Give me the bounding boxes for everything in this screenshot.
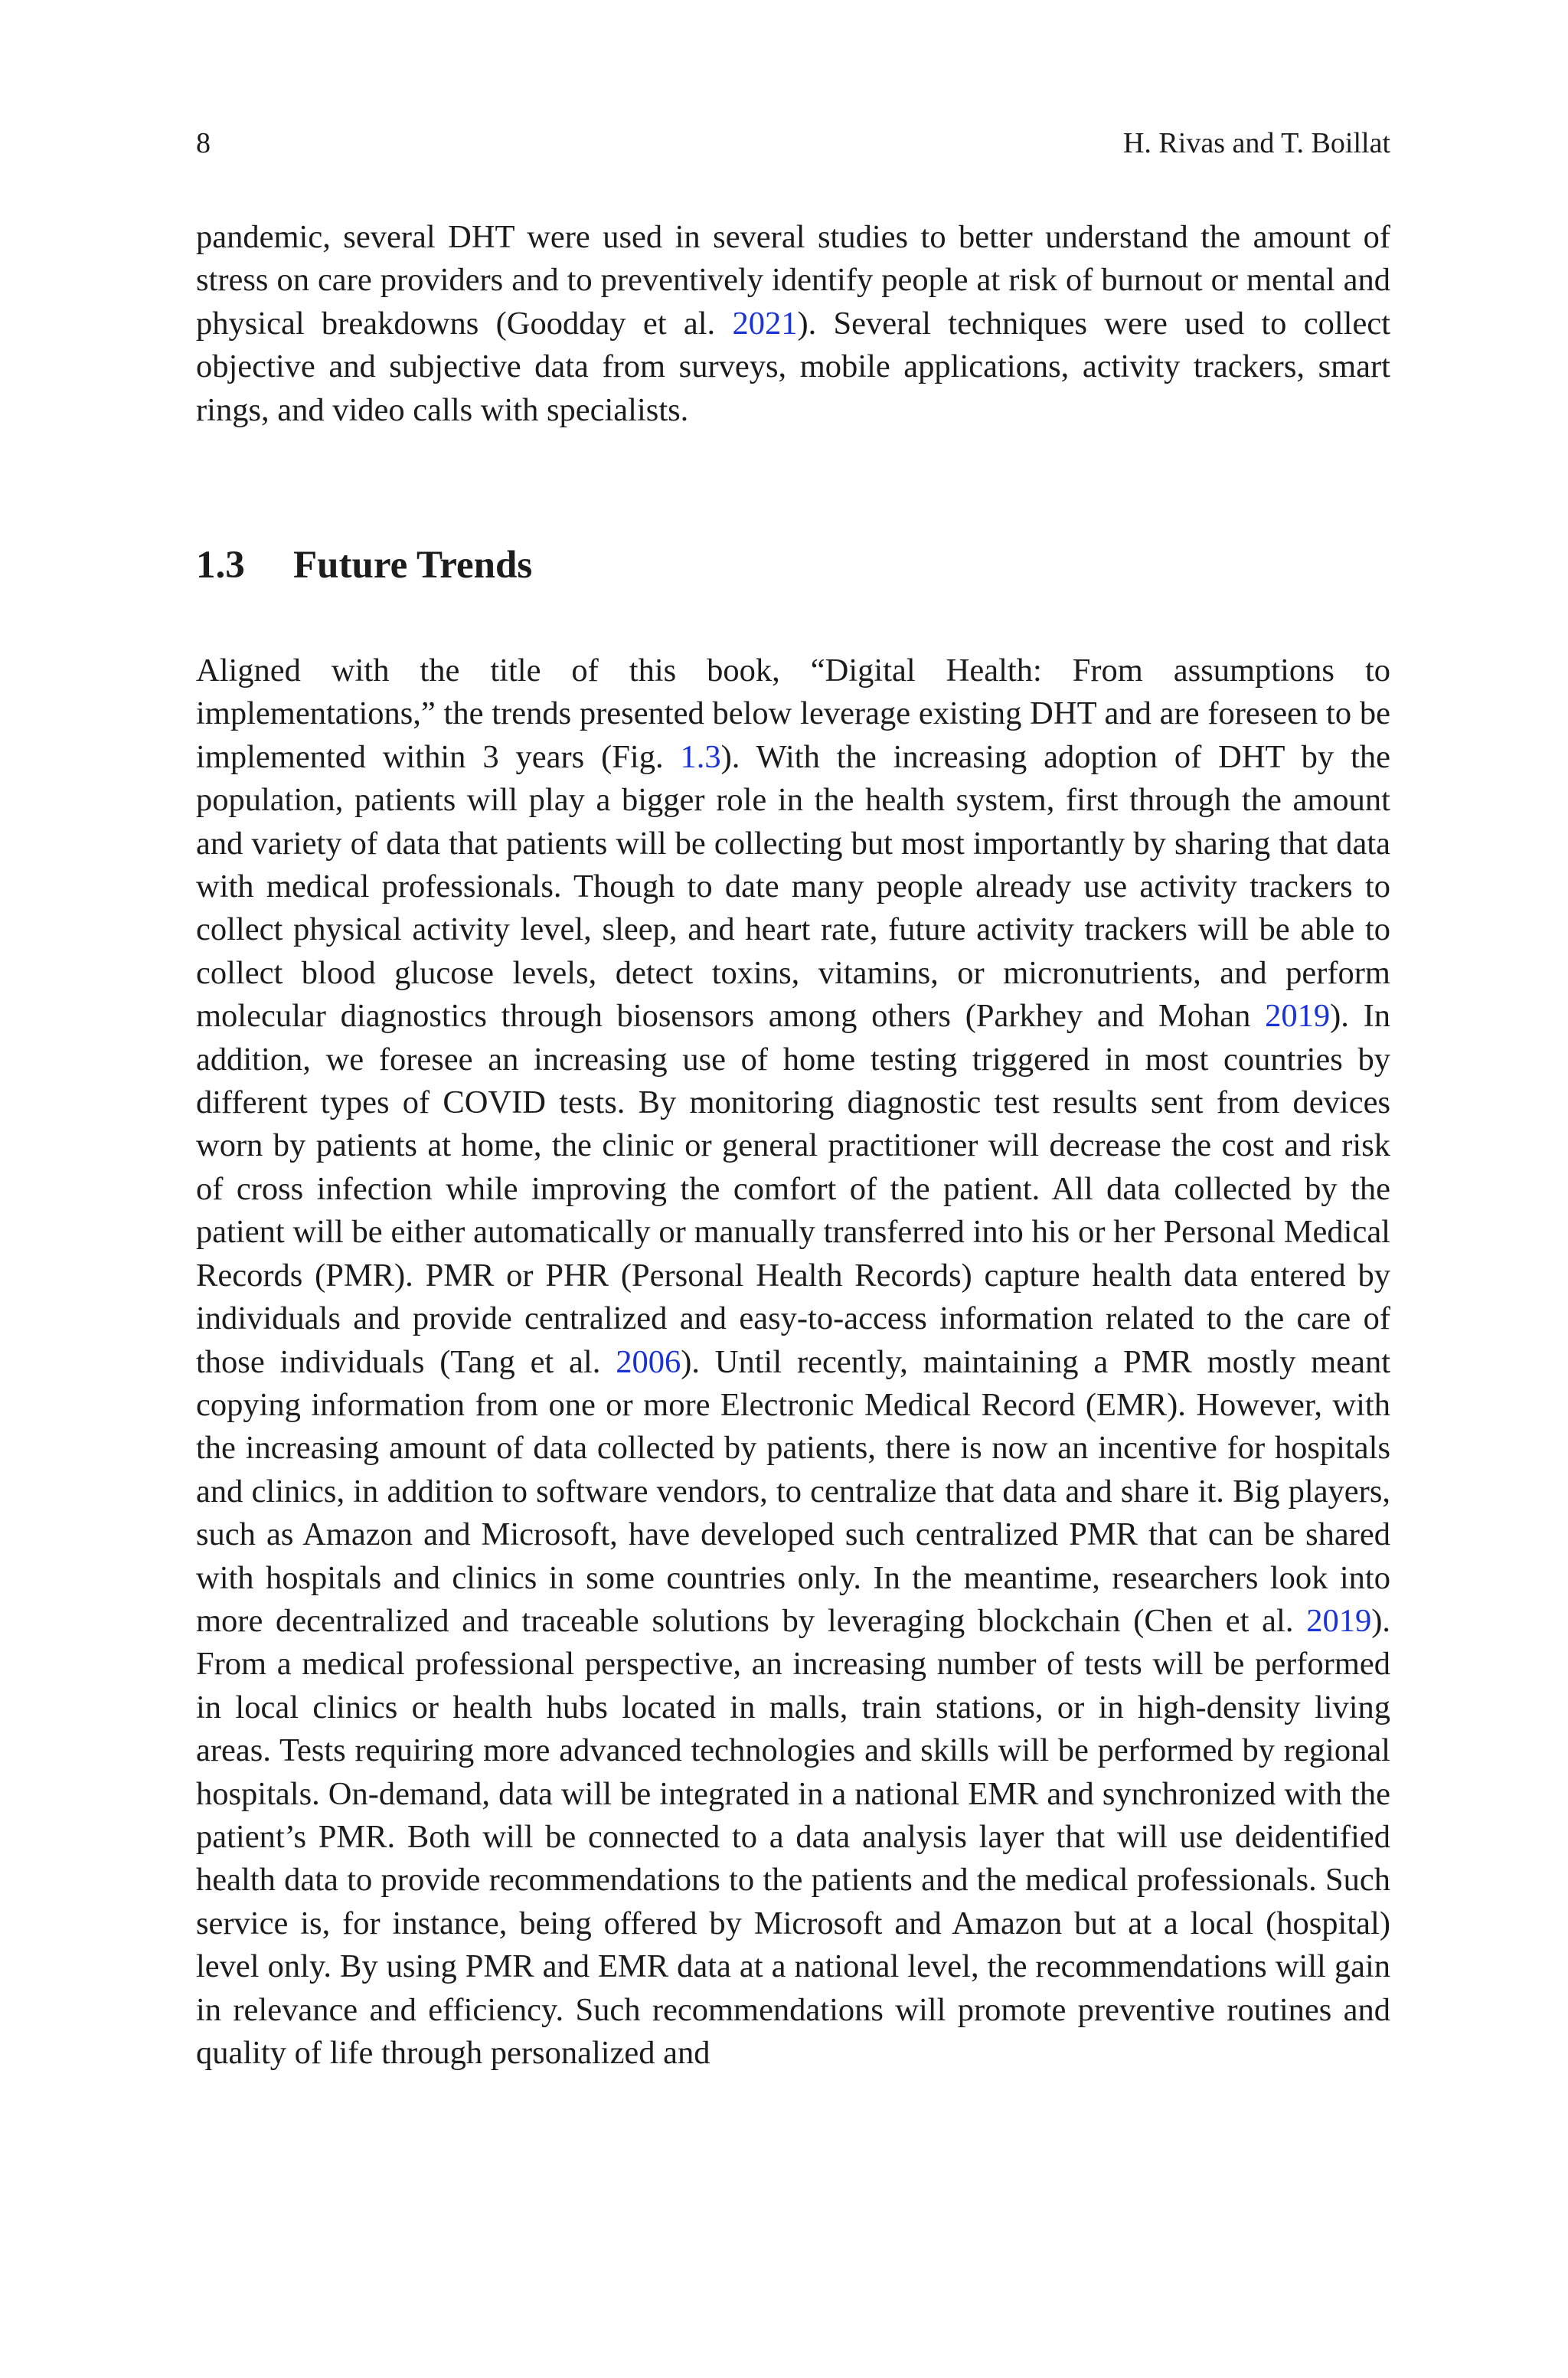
text-segment: ). Several techniques were used to collect objective and subjective data from surveys, mobile applications, activity trackers, smart rings, and video calls with specialists. [196, 305, 1391, 428]
section-title: Future Trends [293, 544, 533, 587]
text-segment: Aligned with the title of this book, “Digital Health: From assumptions to implementations,” the trends presented below leverage existing DHT and are foreseen to be implemented within 3 years (Fig. [196, 653, 1390, 775]
text-segment: ). With the increasing adoption of DHT by the population, patients will play a bigger role in the health system, first through the amount and variety of data that patients will be collecting but most importantly by sharing that data with medical professionals. Though to date many people already use activity trackers to collect physical activity level, sleep, and heart rate, future activity trackers will be able to collect blood glucose levels, detect toxins, vitamins, or micronutrients, and perform molecular diagnostics through biosensors among others (Parkhey and Mohan [196, 738, 1390, 1035]
citation-link-goodday-2021[interactable]: 2021 [732, 305, 798, 342]
section-heading [196, 541, 1390, 590]
text-segment: ). Until recently, maintaining a PMR mostly meant copying information from one or more Electronic Medical Record (EMR). However, with the increasing amount of data collected by patients, there is now an incentive for hospitals and clinics, in addition to software vendors, to centralize that data and share it. Big players, such as Amazon and Microsoft, have developed such centralized PMR that can be shared with hospitals and clinics in some countries only. In the meantime, researchers look into more decentralized and traceable solutions by leveraging blockchain (Chen et al. [196, 1343, 1391, 1639]
paragraph-continuation [196, 216, 1390, 432]
text-segment: ). In addition, we foresee an increasing use of home testing triggered in most countries by different types of COVID tests. By monitoring diagnostic test results sent from devices worn by patients at home, the clinic or general practitioner will decrease the cost and risk of cross infection while improving the comfort of the patient. All data collected by the patient will be either automatically or manually transferred into his or her Personal Medical Records (PMR). PMR or PHR (Personal Health Records) capture health data entered by individuals and provide centralized and easy-to-access information related to the care of those individuals (Tang et al. [196, 998, 1390, 1380]
figure-link-1-3[interactable]: 1.3 [680, 738, 721, 775]
text-segment: ). From a medical professional perspective, an increasing number of tests will be performed in local clinics or health hubs located in malls, train stations, or in high-density living areas. Tests requiring more advanced technologies and skills will be performed by regional hospitals. On-demand, data will be integrated in a national EMR and synchronized with the patient’s PMR. Both will be connected to a data analysis layer that will use deidentified health data to provide recommendations to the patients and the medical professionals. Such service is, for instance, being offered by Microsoft and Amazon but at a local (hospital) level only. By using PMR and EMR data at a national level, the recommendations will gain in relevance and efficiency. Such recommendations will promote preventive routines and quality of life through personalized and [196, 1602, 1390, 2071]
paragraph-future-trends [196, 649, 1390, 2075]
citation-link-parkhey-2019[interactable]: 2019 [1265, 998, 1331, 1035]
text-segment: pandemic, several DHT were used in several studies to better understand the amount of stress on care providers and to preventively identify people at risk of burnout or mental and physical breakdowns (Goodday et al. [196, 219, 1390, 342]
citation-link-chen-2019[interactable]: 2019 [1306, 1602, 1372, 1639]
section-number: 1.3 [196, 544, 245, 587]
page-number: 8 [196, 127, 211, 159]
citation-link-tang-2006[interactable]: 2006 [616, 1343, 681, 1380]
running-head-authors: H. Rivas and T. Boillat [1122, 127, 1390, 159]
running-head [196, 124, 1390, 162]
